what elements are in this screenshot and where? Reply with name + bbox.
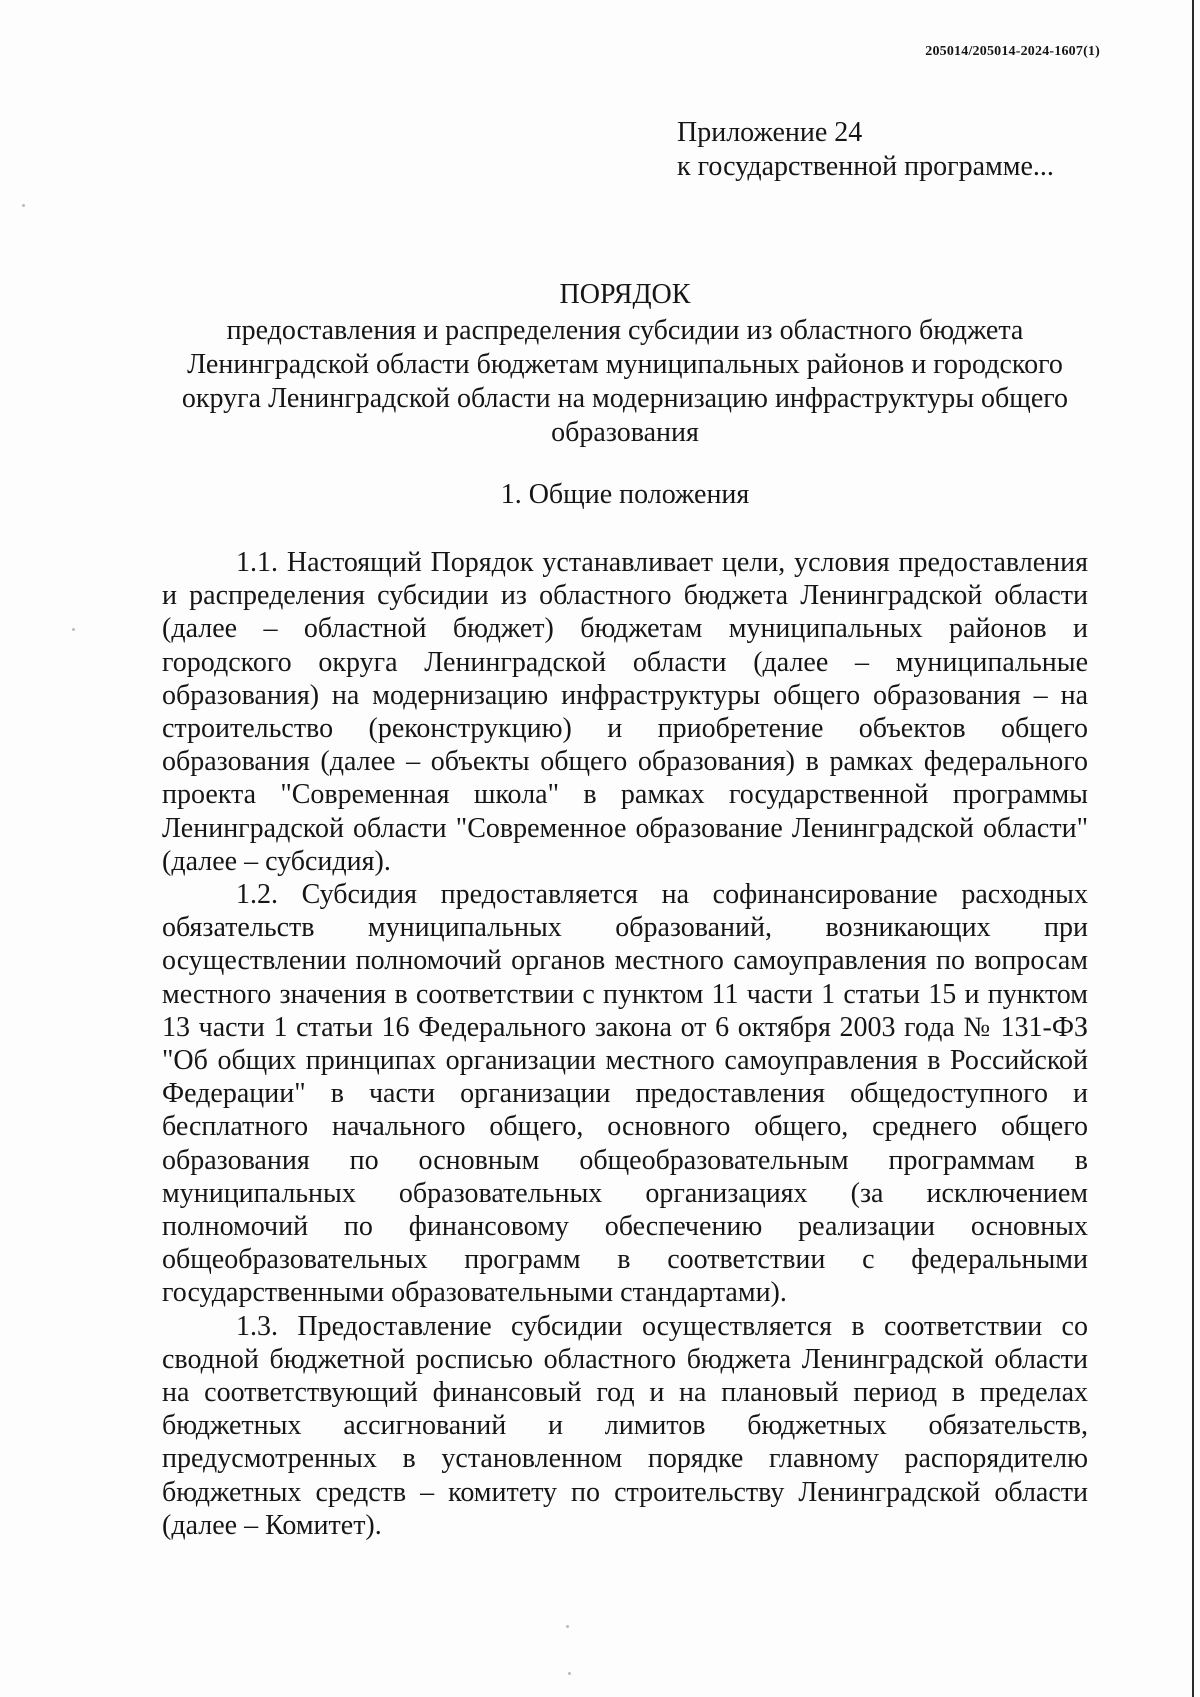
document-id: 205014/205014-2024-1607(1) bbox=[925, 44, 1100, 59]
paragraph-1-2: 1.2. Субсидия предоставляется на софинансирование расходных обязательств муниципальных образований, возникающих при осуществлении полномочий органов местного самоуправления по вопросам местного значения в соответствии с пунктом 11 части 1 статьи 15 и пунктом 13 части 1 статьи 16 Федерального закона от 6 октября 2003 года № 131-ФЗ "Об общих принципах организации местного самоуправления в Российской Федерации" в части организации предоставления общедоступного и бесплатного начального общего, основного общего, среднего общего образования по основным общеобразовательным программам в муниципальных образовательных организациях (за исключением полномочий по финансовому обеспечению реализации основных общеобразовательных программ в соответствии с федеральными государственными образовательными стандартами). bbox=[162, 879, 1088, 1309]
paragraph-1-1: 1.1. Настоящий Порядок устанавливает цели, условия предоставления и распределения субсидии из областного бюджета Ленинградской области (далее – областной бюджет) бюджетам муниципальных районов и городского округа Ленинградской области (далее – муниципальные образования) на модернизацию инфраструктуры общего образования – на строительство (реконструкцию) и приобретение объектов общего образования (далее – объекты общего образования) в рамках федерального проекта "Современная школа" в рамках государственной программы Ленинградской области "Современное образование Ленинградской области" (далее – субсидия). bbox=[162, 547, 1088, 877]
scan-speck bbox=[566, 1625, 569, 1628]
title-subtitle: предоставления и распределения субсидии из областного бюджета Ленинградской области бюджетам муниципальных районов и городского округа Ленинградской области на модернизацию инфраструктуры общего образования bbox=[181, 315, 1069, 448]
section-body bbox=[162, 546, 1088, 1542]
annex-number: Приложение 24 bbox=[677, 117, 863, 148]
section-title: 1. Общие положения bbox=[500, 479, 750, 510]
scan-edge-line bbox=[1192, 0, 1194, 1697]
paragraph-1-3: 1.3. Предоставление субсидии осуществляется в соответствии со сводной бюджетной росписью областного бюджета Ленинградской области на соответствующий финансовый год и на плановый период в пределах бюджетных ассигнований и лимитов бюджетных обязательств, предусмотренных в установленном порядке главному распорядителю бюджетных средств – комитету по строительству Ленинградской области (далее – Комитет). bbox=[162, 1310, 1088, 1541]
scan-speck bbox=[22, 204, 25, 207]
title-heading: ПОРЯДОК bbox=[559, 279, 691, 310]
scan-speck bbox=[72, 628, 75, 631]
annex-reference bbox=[677, 116, 1054, 184]
document-title bbox=[160, 278, 1090, 450]
annex-program: к государственной программе... bbox=[677, 151, 1054, 182]
scan-speck bbox=[568, 1672, 571, 1675]
